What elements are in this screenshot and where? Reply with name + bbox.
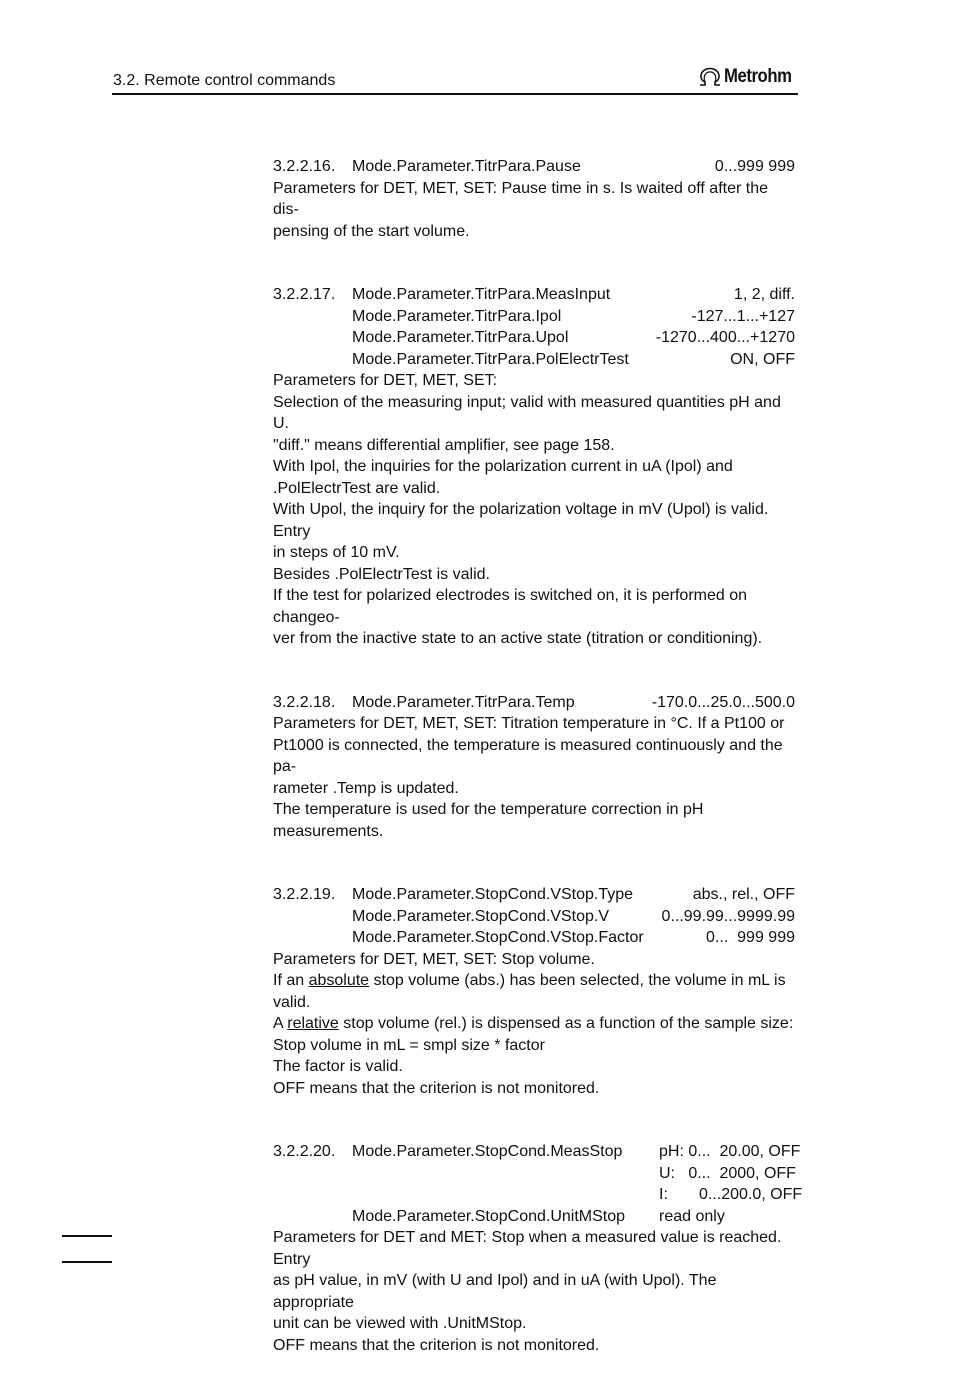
text-line: If the test for polarized electrodes is switched on, it is performed on changeo- — [273, 587, 748, 626]
value-range: 1, 2, diff. — [733, 286, 795, 303]
text-line: OFF means that the criterion is not monitored. — [273, 1079, 600, 1097]
footer-rule-top — [62, 1235, 112, 1237]
text-line — [273, 970, 795, 992]
text-line: OFF means that the criterion is not monitored. — [273, 1336, 600, 1354]
value-range: abs., rel., OFF — [692, 886, 795, 903]
command-row — [273, 284, 795, 306]
command-name: Mode.Parameter.TitrPara.MeasInput — [352, 286, 611, 303]
command-name: Mode.Parameter.TitrPara.Pause — [352, 158, 581, 175]
section-number: 3.2.2.17. — [273, 286, 336, 303]
footer-rule-bottom — [62, 1261, 112, 1263]
text-line: Parameters for DET, MET, SET: Pause time in s. Is waited off after the dis- — [273, 179, 769, 218]
text-line — [273, 1013, 795, 1035]
command-row — [273, 906, 795, 928]
command-name: Mode.Parameter.TitrPara.Ipol — [352, 307, 562, 325]
command-row — [273, 1184, 803, 1206]
text-line: valid. — [273, 993, 311, 1011]
command-name: Mode.Parameter.StopCond.VStop.V — [352, 907, 610, 925]
section-number: 3.2.2.19. — [273, 886, 336, 903]
text-fragment: A — [273, 1015, 288, 1032]
text-line: Parameters for DET and MET: Stop when a measured value is reached. Entry — [273, 1229, 782, 1268]
logo-text: Metrohm — [724, 66, 792, 87]
section-3-2-2-20 — [273, 1141, 803, 1356]
value-range: -127...1...+127 — [691, 307, 795, 325]
command-row — [273, 349, 795, 371]
command-name: Mode.Parameter.TitrPara.Temp — [352, 693, 575, 711]
text-line: The temperature is used for the temperature correction in pH measurements. — [273, 801, 704, 840]
text-line: rameter .Temp is updated. — [273, 779, 459, 797]
value-range: 0...999 999 — [714, 158, 795, 175]
text-line: With Upol, the inquiry for the polarization voltage in mV (Upol) is valid. Entry — [273, 501, 769, 540]
text-line: With Ipol, the inquiries for the polarization current in uA (Ipol) and — [273, 458, 733, 475]
underlined-term: absolute — [308, 972, 370, 989]
text-line: Besides .PolElectrTest is valid. — [273, 565, 490, 583]
command-name: Mode.Parameter.TitrPara.PolElectrTest — [352, 350, 629, 368]
value-range: I: 0...200.0, OFF — [659, 1186, 803, 1203]
text-line: Pt1000 is connected, the temperature is measured continuously and the pa- — [273, 736, 783, 775]
command-row — [273, 1206, 795, 1228]
text-line: The factor is valid. — [273, 1058, 403, 1075]
section-number: 3.2.2.16. — [273, 158, 336, 175]
text-fragment: stop volume (abs.) has been selected, the volume in mL is — [369, 972, 786, 989]
metrohm-logo — [697, 66, 801, 88]
text-fragment: If an — [273, 972, 309, 989]
metrohm-omega-icon — [697, 67, 723, 87]
value-range: -1270...400...+1270 — [655, 329, 795, 346]
text-line: unit can be viewed with .UnitMStop. — [273, 1315, 527, 1332]
text-line: pensing of the start volume. — [273, 222, 470, 240]
text-line: Stop volume in mL = smpl size * factor — [273, 1036, 545, 1054]
value-range: U: 0... 2000, OFF — [659, 1164, 796, 1182]
command-row — [273, 327, 795, 349]
command-row — [273, 306, 795, 328]
text-line: "diff." means differential amplifier, see page 158. — [273, 436, 615, 454]
section-3-2-2-17 — [273, 284, 795, 650]
text-line: Parameters for DET, MET, SET: — [273, 372, 498, 389]
command-row — [273, 692, 795, 714]
text-line: as pH value, in mV (with U and Ipol) and in uA (with Upol). The appropriate — [273, 1272, 717, 1311]
section-number: 3.2.2.20. — [273, 1143, 336, 1160]
text-line: Parameters for DET, MET, SET: Titration temperature in °C. If a Pt100 or — [273, 715, 785, 732]
section-3-2-2-16 — [273, 156, 795, 242]
section-number: 3.2.2.18. — [273, 693, 336, 711]
command-row — [273, 1163, 795, 1185]
value-range: read only — [659, 1207, 725, 1225]
command-name: Mode.Parameter.StopCond.MeasStop — [352, 1143, 623, 1160]
section-3-2-2-19 — [273, 884, 795, 1099]
command-row — [273, 927, 795, 949]
command-row — [273, 156, 795, 178]
value-range: 0...99.99...9999.99 — [661, 907, 795, 925]
text-line: in steps of 10 mV. — [273, 544, 400, 561]
text-line: ver from the inactive state to an active state (titration or conditioning). — [273, 630, 763, 647]
command-name: Mode.Parameter.TitrPara.Upol — [352, 329, 569, 346]
text-line: Selection of the measuring input; valid with measured quantities pH and U. — [273, 393, 781, 432]
underlined-term: relative — [287, 1015, 339, 1032]
header-rule — [112, 93, 798, 95]
header-section-title: 3.2. Remote control commands — [113, 72, 336, 89]
value-range: ON, OFF — [730, 350, 795, 368]
document-body — [273, 156, 803, 1398]
command-name: Mode.Parameter.StopCond.VStop.Factor — [352, 929, 644, 946]
section-3-2-2-18 — [273, 692, 795, 843]
command-name: Mode.Parameter.StopCond.UnitMStop — [352, 1207, 626, 1225]
command-name: Mode.Parameter.StopCond.VStop.Type — [352, 886, 634, 903]
text-fragment: stop volume (rel.) is dispensed as a function of the sample size: — [338, 1015, 794, 1032]
text-line: Parameters for DET, MET, SET: Stop volume. — [273, 950, 595, 968]
text-line: .PolElectrTest are valid. — [273, 479, 441, 497]
value-range: 0... 999 999 — [706, 929, 795, 946]
value-range: -170.0...25.0...500.0 — [651, 693, 795, 711]
command-row — [273, 1141, 801, 1163]
value-range: pH: 0... 20.00, OFF — [659, 1143, 801, 1160]
command-row — [273, 884, 795, 906]
